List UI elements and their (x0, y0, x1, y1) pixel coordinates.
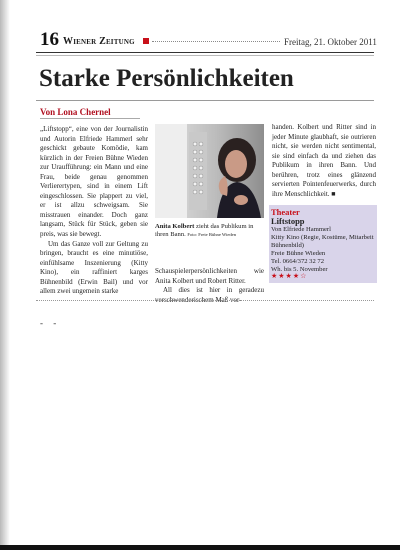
info-line: Wh. bis 5. November (271, 266, 328, 274)
photo-caption-text: zieht das Publikum in ihren Bann. (155, 223, 254, 239)
byline-underline (40, 118, 140, 119)
bottom-dotted-rule (36, 300, 374, 302)
header-rule-thin (36, 55, 374, 56)
page-end-mark: - - (40, 318, 61, 328)
headline-rule (36, 100, 374, 101)
header-rule (36, 52, 374, 53)
article-column-right (272, 123, 376, 199)
paragraph: Schauspielerpersönlichkeiten wie Anita Kolbert und Robert Ritter. (155, 267, 264, 285)
page-number: 16 (40, 29, 59, 50)
rating-stars-icon: ★★★★☆ (271, 272, 308, 280)
info-line: Freie Bühne Wieden (271, 250, 326, 258)
info-line: Kitty Kino (Regie, Kostüme, Mitarbeit Bühnenbild) (271, 234, 374, 250)
info-box-details (271, 226, 375, 275)
issue-date: Freitag, 21. Oktober 2011 (284, 37, 377, 47)
header-dotted-rule (152, 41, 280, 44)
scan-edge-shadow (0, 0, 10, 550)
info-box-title: Liftstopp (271, 216, 305, 226)
byline: Von Lona Chernel (40, 107, 111, 117)
paragraph: Um das Ganze voll zur Geltung zu bringen, braucht es eine minutiöse, einfühlsame Inszenierung (Kitty Kino), ein raffiniert karges Bühnenbild (Erwin Bail) und vor allem zwei ungemein starke (40, 239, 148, 296)
headline: Starke Persönlichkeiten (39, 65, 294, 92)
photo-illustration (155, 124, 264, 218)
scan-bottom-edge (0, 545, 400, 550)
info-line: Tel. 0664/372 32 72 (271, 258, 325, 266)
paragraph: „Liftstopp“, eine von der Journalistin und Autorin Elfriede Hammerl sehr geschickt gebaute Komödie, kam kürzlich in der Freien Bühne Wieden zur Uraufführung: ein Mann und eine Frau, beide genau genommen Verlierertypen, sind in einem Lift eingeschlossen. Sie plappert zu viel, er ist allzu schweigsam. Sie misstrauen einander. Doch ganz langsam, Stück für Stück, geben sie preis, was sie bewegt. (40, 125, 148, 239)
photo-credit: Foto: Freie Bühne Wieden (187, 232, 237, 238)
info-box-label: Theater (271, 207, 300, 217)
info-line: Von Elfriede Hammerl (271, 226, 331, 233)
photo-caption (155, 223, 264, 239)
paragraph: All dies ist hier in geradezu verschwenderischem Maß vor- (155, 286, 264, 304)
newspaper-name: Wiener Zeitung (63, 36, 135, 47)
brand-square-icon (143, 38, 149, 44)
paragraph: handen. Kolbert und Ritter sind in jeder Minute glaubhaft, sie outrieren nicht, sie werden nicht sentimental, sie sind einfach da und ziehen das Publikum in ihren Bann. Und berühren, trotz eines glänzend servierten Pointenfeuerwerks, durch ihre Menschlichkeit. ■ (272, 123, 376, 198)
article-column-left (40, 125, 148, 297)
article-photo (155, 124, 264, 218)
photo-caption-name: Anita Kolbert (155, 223, 195, 230)
